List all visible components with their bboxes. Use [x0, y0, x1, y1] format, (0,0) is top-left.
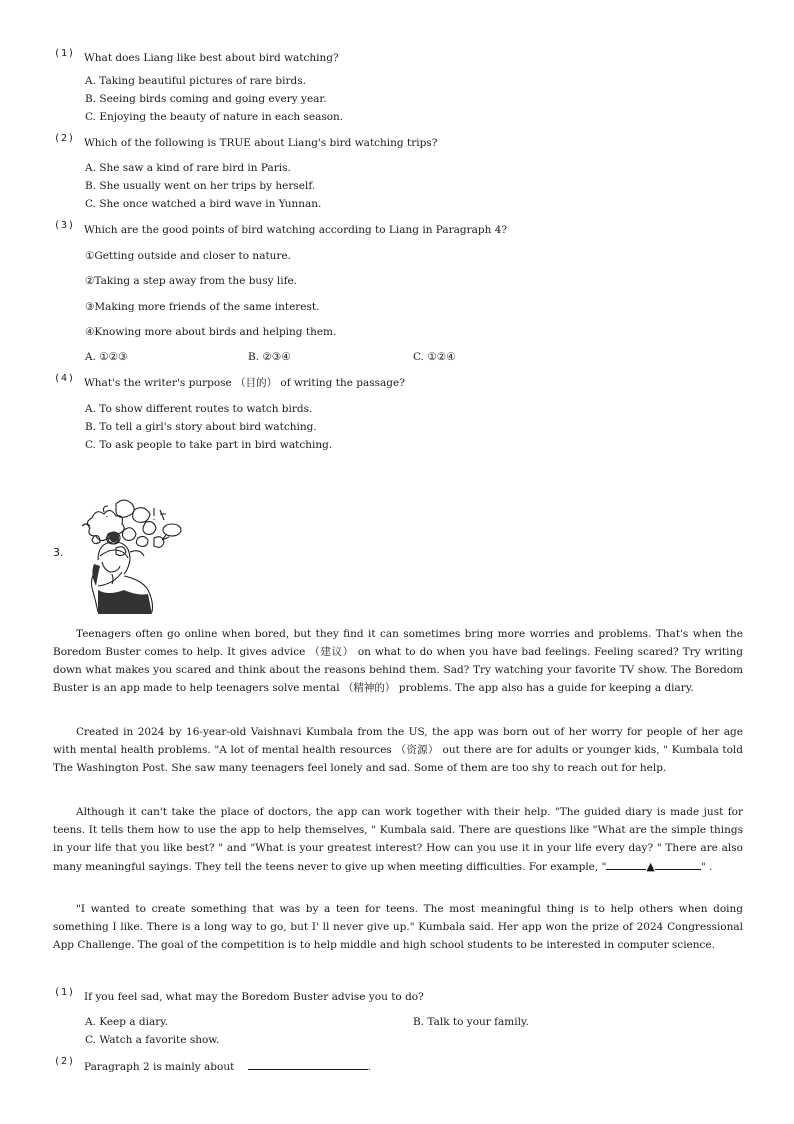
question-text: Which of the following is TRUE about Liang's bird watching trips? [84, 137, 438, 149]
question-text: What's the writer's purpose （目的） of writing the passage? [84, 377, 405, 389]
option-b[interactable]: B. ②③④ [248, 351, 291, 363]
answer-blank-tail[interactable] [655, 857, 701, 870]
option-a[interactable]: A. ①②③ [85, 351, 128, 363]
worried-girl-illustration [54, 490, 194, 615]
paragraph-2: Created in 2024 by 16-year-old Vaishnavi Kumbala from the US, the app was born out of her worry for people of her age with mental health problems. "A lot of mental health resources （资源） out there are for adults or younger kids, " Kumbala told The Washington Post. She saw many teenagers feel lonely and sad. Some of them are too shy to reach out for help. [53, 726, 743, 774]
paragraph-3-text: Although it can't take the place of doctors, the app can work together with their help. "The guided diary is made just for teens. It tells them how to use the app to help themselves, " Kumbala said. There are questions like "What are the simple things in your life that you like best? " and "What is your greatest interest? How can you use it in your life every day? " There are also many meaningful sayings. They tell the teens never to give up when meeting difficulties. For example, " [53, 806, 743, 873]
option-a[interactable]: A. She saw a kind of rare bird in Paris. [85, 162, 291, 174]
question-number: (1) [54, 48, 76, 59]
question-2-end: . [367, 1061, 371, 1073]
question-number: (2) [54, 1056, 76, 1067]
option-b[interactable]: B. To tell a girl's story about bird watching. [85, 421, 317, 433]
option-c[interactable]: C. She once watched a bird wave in Yunnan. [85, 198, 322, 210]
option-a[interactable]: A. Taking beautiful pictures of rare birds. [85, 75, 306, 87]
passage-number: 3. [53, 546, 64, 559]
answer-blank[interactable] [248, 1057, 368, 1070]
option-b[interactable]: B. She usually went on her trips by herself. [85, 180, 316, 192]
blank-marker: ▲ [646, 860, 655, 873]
question-3 [54, 221, 507, 239]
question-2-text: Paragraph 2 is mainly about [84, 1061, 235, 1073]
question-4 [54, 374, 405, 392]
option-c[interactable]: C. ①②④ [413, 351, 456, 363]
question-number: (1) [54, 987, 76, 998]
option-b[interactable]: B. Talk to your family. [413, 1016, 529, 1028]
statement-1: ①Getting outside and closer to nature. [85, 250, 292, 262]
option-b[interactable]: B. Seeing birds coming and going every year. [85, 93, 327, 105]
paragraph-1: Teenagers often go online when bored, but they find it can sometimes bring more worries and problems. That's when the Boredom Buster comes to help. It gives advice （建议） on what to do when you have bad feelings. Feeling scared? Try writing down what makes you scared and think about the reasons behind them. Sad? Try watching your favorite TV show. The Boredom Buster is an app made to help teenagers solve mental （精神的） problems. The app also has a guide for keeping a diary. [53, 628, 743, 694]
question-3-1 [54, 988, 424, 1006]
option-a[interactable]: A. Keep a diary. [85, 1016, 169, 1028]
question-text: Which are the good points of bird watching according to Liang in Paragraph 4? [84, 224, 508, 236]
option-c[interactable]: C. Enjoying the beauty of nature in each season. [85, 111, 344, 123]
answer-blank[interactable] [606, 857, 646, 870]
statement-3: ③Making more friends of the same interest. [85, 301, 320, 313]
option-c[interactable]: C. To ask people to take part in bird watching. [85, 439, 333, 451]
paragraph-3 [53, 803, 743, 876]
question-text [84, 1057, 371, 1076]
paragraph-4: "I wanted to create something that was by a teen for teens. The most meaningful thing is to help others when doing something I like. There is a long way to go, but I' ll never give up." Kumbala said. Her app won the prize of 2024 Congressional App Challenge. The goal of the competition is to help middle and high school students to be interested in computer science. [53, 903, 743, 951]
question-1 [54, 49, 339, 67]
statement-4: ④Knowing more about birds and helping them. [85, 326, 337, 338]
option-a[interactable]: A. To show different routes to watch birds. [85, 403, 313, 415]
question-number: (3) [54, 220, 76, 231]
question-text: What does Liang like best about bird watching? [84, 52, 339, 64]
question-number: (4) [54, 373, 76, 384]
blank-end: " . [700, 861, 713, 873]
option-c[interactable]: C. Watch a favorite show. [85, 1034, 220, 1046]
question-number: (2) [54, 133, 76, 144]
question-text: If you feel sad, what may the Boredom Buster advise you to do? [84, 991, 424, 1003]
statement-2: ②Taking a step away from the busy life. [85, 275, 298, 287]
question-3-2 [54, 1057, 371, 1076]
question-2 [54, 134, 437, 152]
